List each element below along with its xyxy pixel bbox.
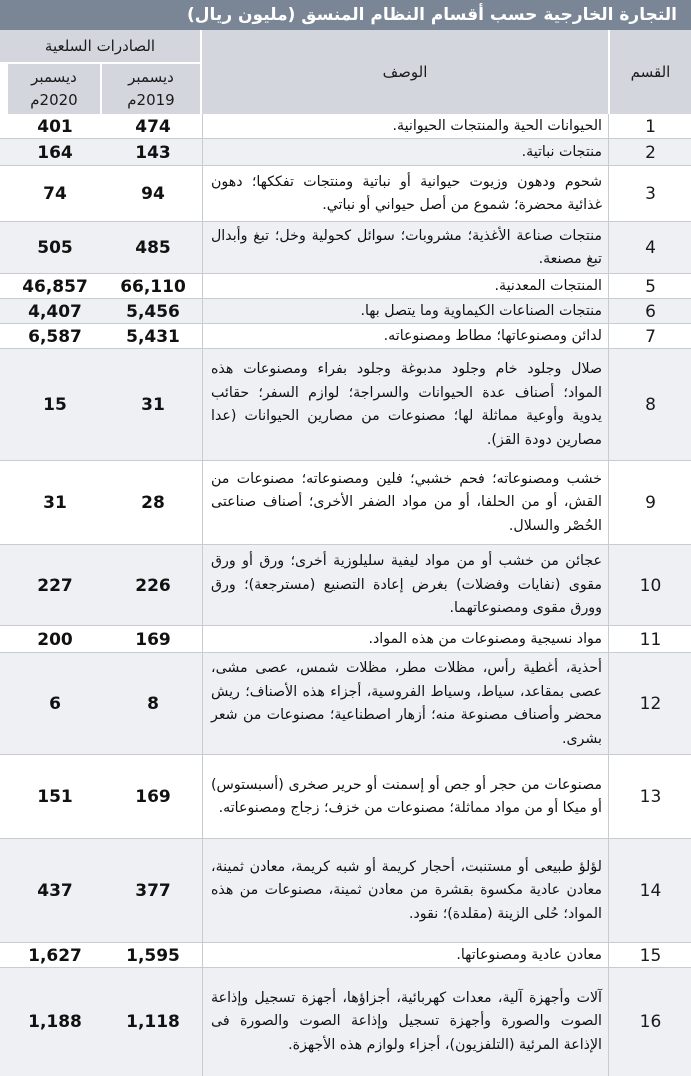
- row-section-number: 15: [639, 945, 662, 966]
- row-section-number: 12: [639, 694, 662, 714]
- table-row: [0, 299, 691, 324]
- row-value-2020: 1,188: [28, 1012, 82, 1032]
- row-description: مصنوعات من حجر أو جص أو إسمنت أو حرير صخرى (أسبستوس) أو ميكا أو من مواد مماثلة؛ مصنوعات من خزف؛ زجاج ومصنوعاته.: [211, 776, 602, 816]
- row-section-number: 5: [645, 276, 656, 297]
- row-section-number: 6: [645, 301, 656, 322]
- table-row: [0, 166, 691, 222]
- table-row: [0, 968, 691, 1076]
- row-value-2020: 200: [37, 629, 73, 650]
- row-description: مواد نسيجية ومصنوعات من هذه المواد.: [368, 630, 602, 647]
- row-description: آلات وأجهزة آلية، معدات كهربائية، أجزاؤها، أجهزة تسجيل وإذاعة الصوت والصورة وأجهزة تسجيل وإذاعة الصوت والصورة فى الإذاعة المرئية (التلفزيون)، أجزاء ولوازم هذه الأجهزة.: [211, 989, 602, 1053]
- row-section-number: 16: [639, 1012, 662, 1032]
- table-title: التجارة الخارجية حسب أقسام النظام المنسق (مليون ريال): [0, 0, 691, 30]
- row-section-number: 4: [645, 238, 656, 258]
- row-value-2020: 6: [49, 694, 61, 714]
- table-row: [0, 545, 691, 626]
- row-section-number: 3: [645, 184, 656, 204]
- row-section-number: 2: [645, 142, 656, 163]
- row-description: لؤلؤ طبيعى أو مستنبت، أحجار كريمة أو شبه كريمة، معادن ثمينة، معادن عادية مكسوة بقشرة من معادن ثمينة، مصنوعات من هذه المواد؛ حُلى الزينة (مقلدة)؛ نقود.: [211, 858, 602, 922]
- header-divider: [100, 64, 102, 114]
- row-value-2020: 46,857: [22, 276, 88, 297]
- row-description: خشب ومصنوعاته؛ فحم خشبي؛ فلين ومصنوعاته؛ مصنوعات من القش، أو من الحلفا، أو من مواد الضفر الأخرى؛ أصناف صناعتى الحُصْر والسلال.: [211, 470, 602, 534]
- row-value-2020: 4,407: [28, 301, 82, 322]
- row-value-2020: 164: [37, 142, 73, 163]
- row-value-2019: 94: [141, 184, 165, 204]
- row-description: منتجات الصناعات الكيماوية وما يتصل بها.: [360, 302, 602, 319]
- row-description: شحوم ودهون وزيوت حيوانية أو نباتية ومنتجات تفككها؛ دهون غذائية محضرة؛ شموع من أصل حيواني أو نباتي.: [211, 173, 602, 213]
- row-value-2020: 505: [37, 238, 73, 258]
- row-description: منتجات نباتية.: [521, 143, 602, 160]
- table-row: [0, 349, 691, 461]
- row-value-2019: 169: [135, 629, 171, 650]
- row-value-2019: 226: [135, 575, 171, 596]
- row-value-2019: 1,118: [126, 1012, 180, 1032]
- row-section-number: 8: [645, 395, 656, 415]
- header-dec-2020: ديسمبر 2020م: [8, 64, 100, 114]
- table-row: [0, 274, 691, 299]
- row-value-2019: 31: [141, 395, 165, 415]
- table-row: [0, 222, 691, 274]
- row-description: عجائن من خشب أو من مواد ليفية سليلوزية أخرى؛ ورق أو ورق مقوى (نفايات وفضلات) بغرض إعادة التصنيع (مسترجعة)؛ ورق وورق مقوى ومصنوعاتهما.: [211, 553, 602, 617]
- row-description: صلال وجلود خام وجلود مدبوغة وجلود بفراء ومصنوعات هذه المواد؛ أصناف عدة الحيوانات والسراجة؛ لوازم السفر؛ حقائب يدوية وأوعية مماثلة لها؛ مصنوعات من مصارين الحيوانات (عدا مصارين دودة القز).: [211, 361, 602, 448]
- row-value-2020: 401: [37, 116, 73, 137]
- row-value-2019: 66,110: [120, 276, 186, 297]
- table-row: [0, 324, 691, 349]
- header-section: القسم: [610, 30, 691, 114]
- row-value-2019: 8: [147, 694, 159, 714]
- table-row: [0, 114, 691, 139]
- header-dec-2019: ديسمبر 2019م: [102, 64, 200, 114]
- table-row: [0, 653, 691, 755]
- row-description: أحذية، أغطية رأس، مظلات مطر، مظلات شمس، عصى مشى، عصى بمقاعد، سياط، وسياط الفروسية، أجزاء هذه الأصناف؛ ريش محضر وأصناف مصنوعة منه؛ أزهار اصطناعية؛ مصنوعات من شعر بشرى.: [211, 660, 602, 747]
- row-section-number: 7: [645, 326, 656, 347]
- row-section-number: 13: [639, 787, 662, 807]
- row-value-2019: 377: [135, 881, 171, 901]
- row-value-2020: 1,627: [28, 945, 82, 966]
- header-divider: [608, 30, 610, 114]
- table-row: [0, 139, 691, 166]
- table-row: [0, 626, 691, 653]
- row-value-2020: 31: [43, 493, 67, 513]
- row-section-number: 11: [639, 629, 662, 650]
- row-section-number: 9: [645, 493, 656, 513]
- column-divider: [202, 114, 203, 1076]
- header-divider: [200, 30, 202, 114]
- row-value-2019: 28: [141, 493, 165, 513]
- row-section-number: 1: [645, 116, 656, 137]
- row-value-2019: 485: [135, 238, 171, 258]
- row-value-2020: 74: [43, 184, 67, 204]
- row-value-2019: 1,595: [126, 945, 180, 966]
- table-row: [0, 839, 691, 943]
- row-description: لدائن ومصنوعاتها؛ مطاط ومصنوعاته.: [383, 327, 602, 344]
- row-value-2020: 437: [37, 881, 73, 901]
- row-section-number: 10: [639, 575, 662, 596]
- row-value-2019: 169: [135, 787, 171, 807]
- row-description: المنتجات المعدنية.: [494, 277, 602, 294]
- header-exports-group: الصادرات السلعية: [0, 30, 200, 62]
- header-description: الوصف: [202, 30, 608, 114]
- row-value-2019: 474: [135, 116, 171, 137]
- row-value-2020: 6,587: [28, 326, 82, 347]
- row-section-number: 14: [639, 881, 662, 901]
- row-description: معادن عادية ومصنوعاتها.: [456, 946, 602, 963]
- row-description: الحيوانات الحية والمنتجات الحيوانية.: [392, 117, 602, 134]
- table-row: [0, 461, 691, 545]
- row-value-2019: 5,456: [126, 301, 180, 322]
- row-value-2019: 143: [135, 142, 171, 163]
- row-value-2020: 151: [37, 787, 73, 807]
- table-row: [0, 755, 691, 839]
- row-value-2020: 227: [37, 575, 73, 596]
- column-divider: [608, 114, 609, 1076]
- row-description: منتجات صناعة الأغذية؛ مشروبات؛ سوائل كحولية وخل؛ تبغ وأبدال تبغ مصنعة.: [211, 227, 602, 267]
- row-value-2020: 15: [43, 395, 67, 415]
- table-row: [0, 943, 691, 968]
- row-value-2019: 5,431: [126, 326, 180, 347]
